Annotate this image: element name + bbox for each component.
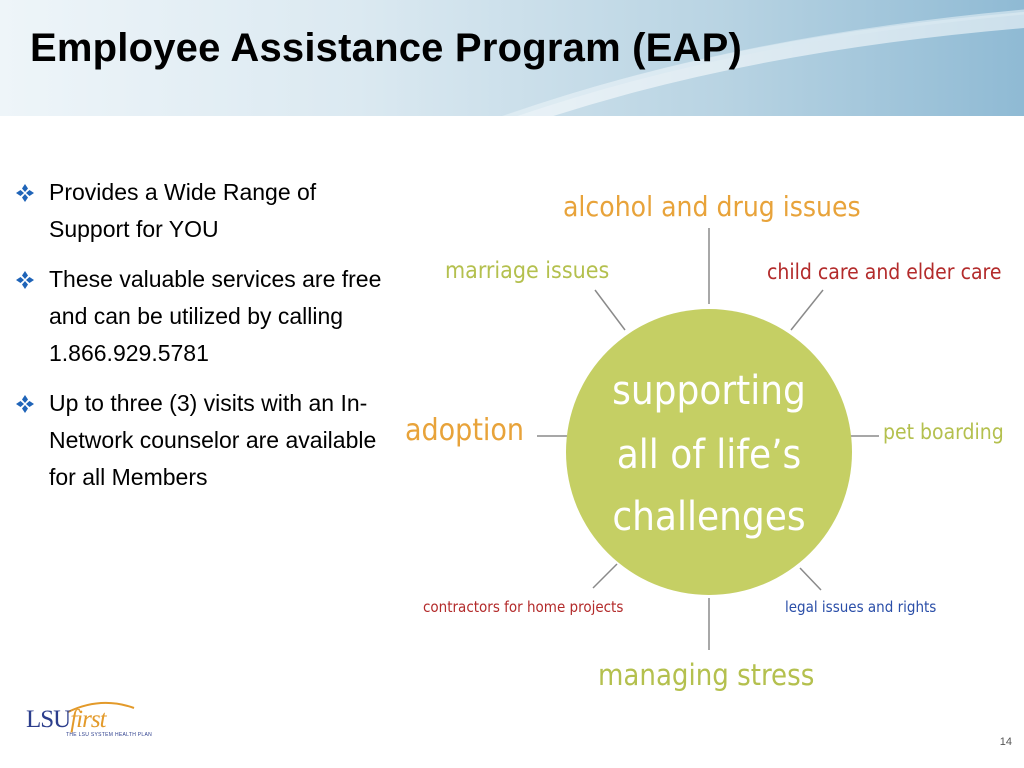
connector-line (593, 564, 617, 588)
diamond-bullet-icon (16, 271, 34, 289)
support-diagram (395, 180, 1024, 700)
slide-header (0, 0, 1024, 116)
label-legal-issues: legal issues and rights (785, 598, 937, 616)
bullet-text: Provides a Wide Range of Support for YOU (49, 179, 317, 242)
page-number: 14 (999, 736, 1012, 748)
label-marriage-issues: marriage issues (445, 258, 610, 284)
connector-line (800, 568, 821, 590)
center-text-line: all of life’s (616, 432, 802, 478)
diamond-bullet-icon (16, 395, 34, 413)
logo-main-text: LSU (26, 706, 71, 733)
lsu-first-logo (26, 700, 153, 744)
connector-line (595, 290, 625, 330)
label-managing-stress: managing stress (598, 658, 815, 692)
logo-accent-text: first (70, 706, 106, 733)
bullet-item (14, 385, 386, 496)
label-adoption: adoption (405, 413, 525, 448)
label-contractors: contractors for home projects (423, 598, 624, 616)
label-child-elder-care: child care and elder care (767, 260, 1002, 284)
bullet-text: These valuable services are free and can be utilized by calling 1.866.929.5781 (49, 266, 382, 366)
logo-tagline: THE LSU SYSTEM HEALTH PLAN (66, 732, 153, 738)
bullet-text: Up to three (3) visits with an In-Network counselor are available for all Members (49, 390, 377, 490)
diamond-bullet-icon (16, 184, 34, 202)
bullet-item (14, 174, 386, 248)
center-text-line: challenges (612, 494, 806, 540)
connector-line (791, 290, 823, 330)
bullet-list (14, 174, 386, 509)
label-pet-boarding: pet boarding (883, 420, 1004, 444)
center-text-line: supporting (612, 368, 806, 414)
logo-wordmark (26, 706, 106, 734)
bullet-item (14, 261, 386, 372)
page-title: Employee Assistance Program (EAP) (30, 26, 743, 70)
label-alcohol-drug-issues: alcohol and drug issues (563, 190, 861, 223)
